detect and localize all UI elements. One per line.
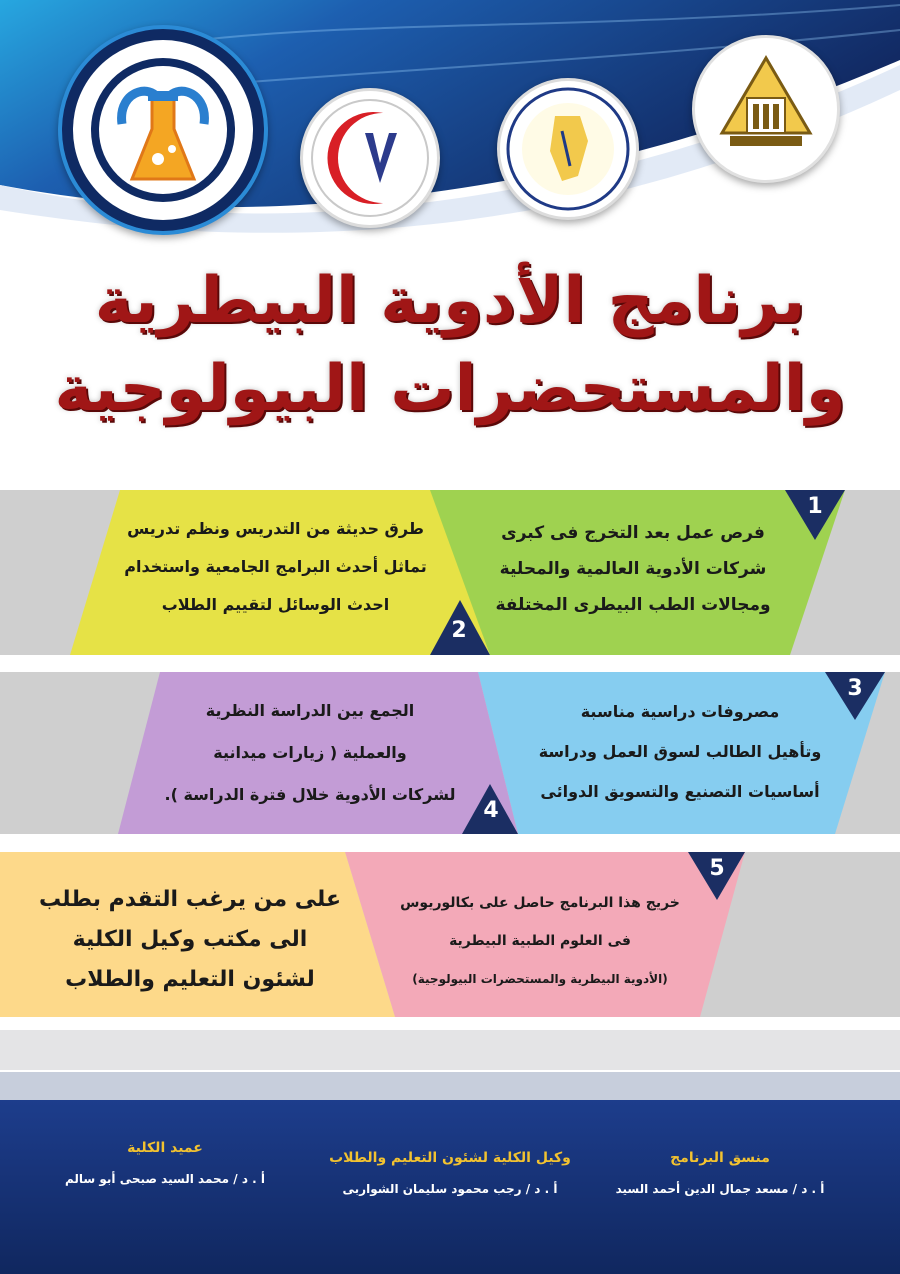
- feature-text-3: [515, 692, 845, 812]
- feature-text-2: [108, 510, 443, 624]
- feature-5-line-1: خريج هذا البرنامج حاصل على بكالوريوس: [400, 895, 680, 911]
- program-title-line2: والمستحضرات البيولوجية: [54, 352, 846, 426]
- signature-coordinator-name: أ . د / مسعد جمال الدين أحمد السيد: [615, 1182, 825, 1196]
- feature-1-line-2: شركات الأدوية العالمية والمحلية: [499, 559, 767, 579]
- apply-note-line-1: على من يرغب التقدم بطلب: [39, 887, 341, 912]
- feature-2-line-1: طرق حديثة من التدريس ونظم تدريس: [127, 519, 424, 538]
- feature-number-2: 2: [451, 618, 467, 643]
- feature-1-line-3: ومجالات الطب البيطرى المختلفة: [495, 595, 771, 615]
- feature-number-3: 3: [847, 676, 863, 701]
- signature-dean-name: أ . د / محمد السيد صبحى أبو سالم: [65, 1172, 265, 1186]
- feature-number-1: 1: [807, 494, 823, 519]
- feature-1-line-1: فرص عمل بعد التخرج فى كبرى: [501, 523, 765, 543]
- signature-coordinator-role: منسق البرنامج: [670, 1150, 770, 1166]
- feature-4-line-1: الجمع بين الدراسة النظرية: [205, 701, 415, 720]
- apply-note-text: [10, 880, 370, 1000]
- feature-5-line-2: فى العلوم الطبية البيطرية: [449, 933, 631, 949]
- feature-5-line-3: (الأدوية البيطرية والمستحضرات البيولوجية): [412, 972, 668, 986]
- feature-4-line-3: لشركات الأدوية خلال فترة الدراسة ).: [164, 785, 456, 804]
- feature-3-line-2: وتأهيل الطالب لسوق العمل ودراسة: [538, 742, 822, 761]
- feature-3-line-3: أساسيات التصنيع والتسويق الدوائى: [540, 782, 820, 801]
- feature-2-line-3: احدث الوسائل لتقييم الطلاب: [161, 595, 390, 614]
- signature-coordinator: [590, 1150, 850, 1196]
- feature-2-line-2: تماثل أحدث البرامج الجامعية واستخدام: [124, 557, 427, 576]
- apply-note-line-3: لشئون التعليم والطلاب: [65, 967, 315, 992]
- signature-dean-role: عميد الكلية: [127, 1140, 203, 1156]
- apply-note-line-2: الى مكتب وكيل الكلية: [72, 927, 308, 952]
- program-title-line1: برنامج الأدوية البيطرية: [94, 264, 806, 338]
- feature-4-line-2: والعملية ( زيارات ميدانية: [213, 743, 407, 762]
- feature-number-4: 4: [483, 798, 499, 823]
- feature-3-line-1: مصروفات دراسية مناسبة: [580, 702, 780, 721]
- feature-text-1: [468, 515, 798, 623]
- feature-text-4: [150, 690, 470, 816]
- feature-number-5: 5: [709, 856, 725, 881]
- signature-vice-dean: [310, 1150, 590, 1196]
- signature-vice-dean-name: أ . د / رجب محمود سليمان الشواربى: [342, 1182, 558, 1196]
- signature-dean: [30, 1140, 300, 1186]
- signature-vice-dean-role: وكيل الكلية لشئون التعليم والطلاب: [329, 1150, 571, 1166]
- feature-text-5: [370, 884, 710, 998]
